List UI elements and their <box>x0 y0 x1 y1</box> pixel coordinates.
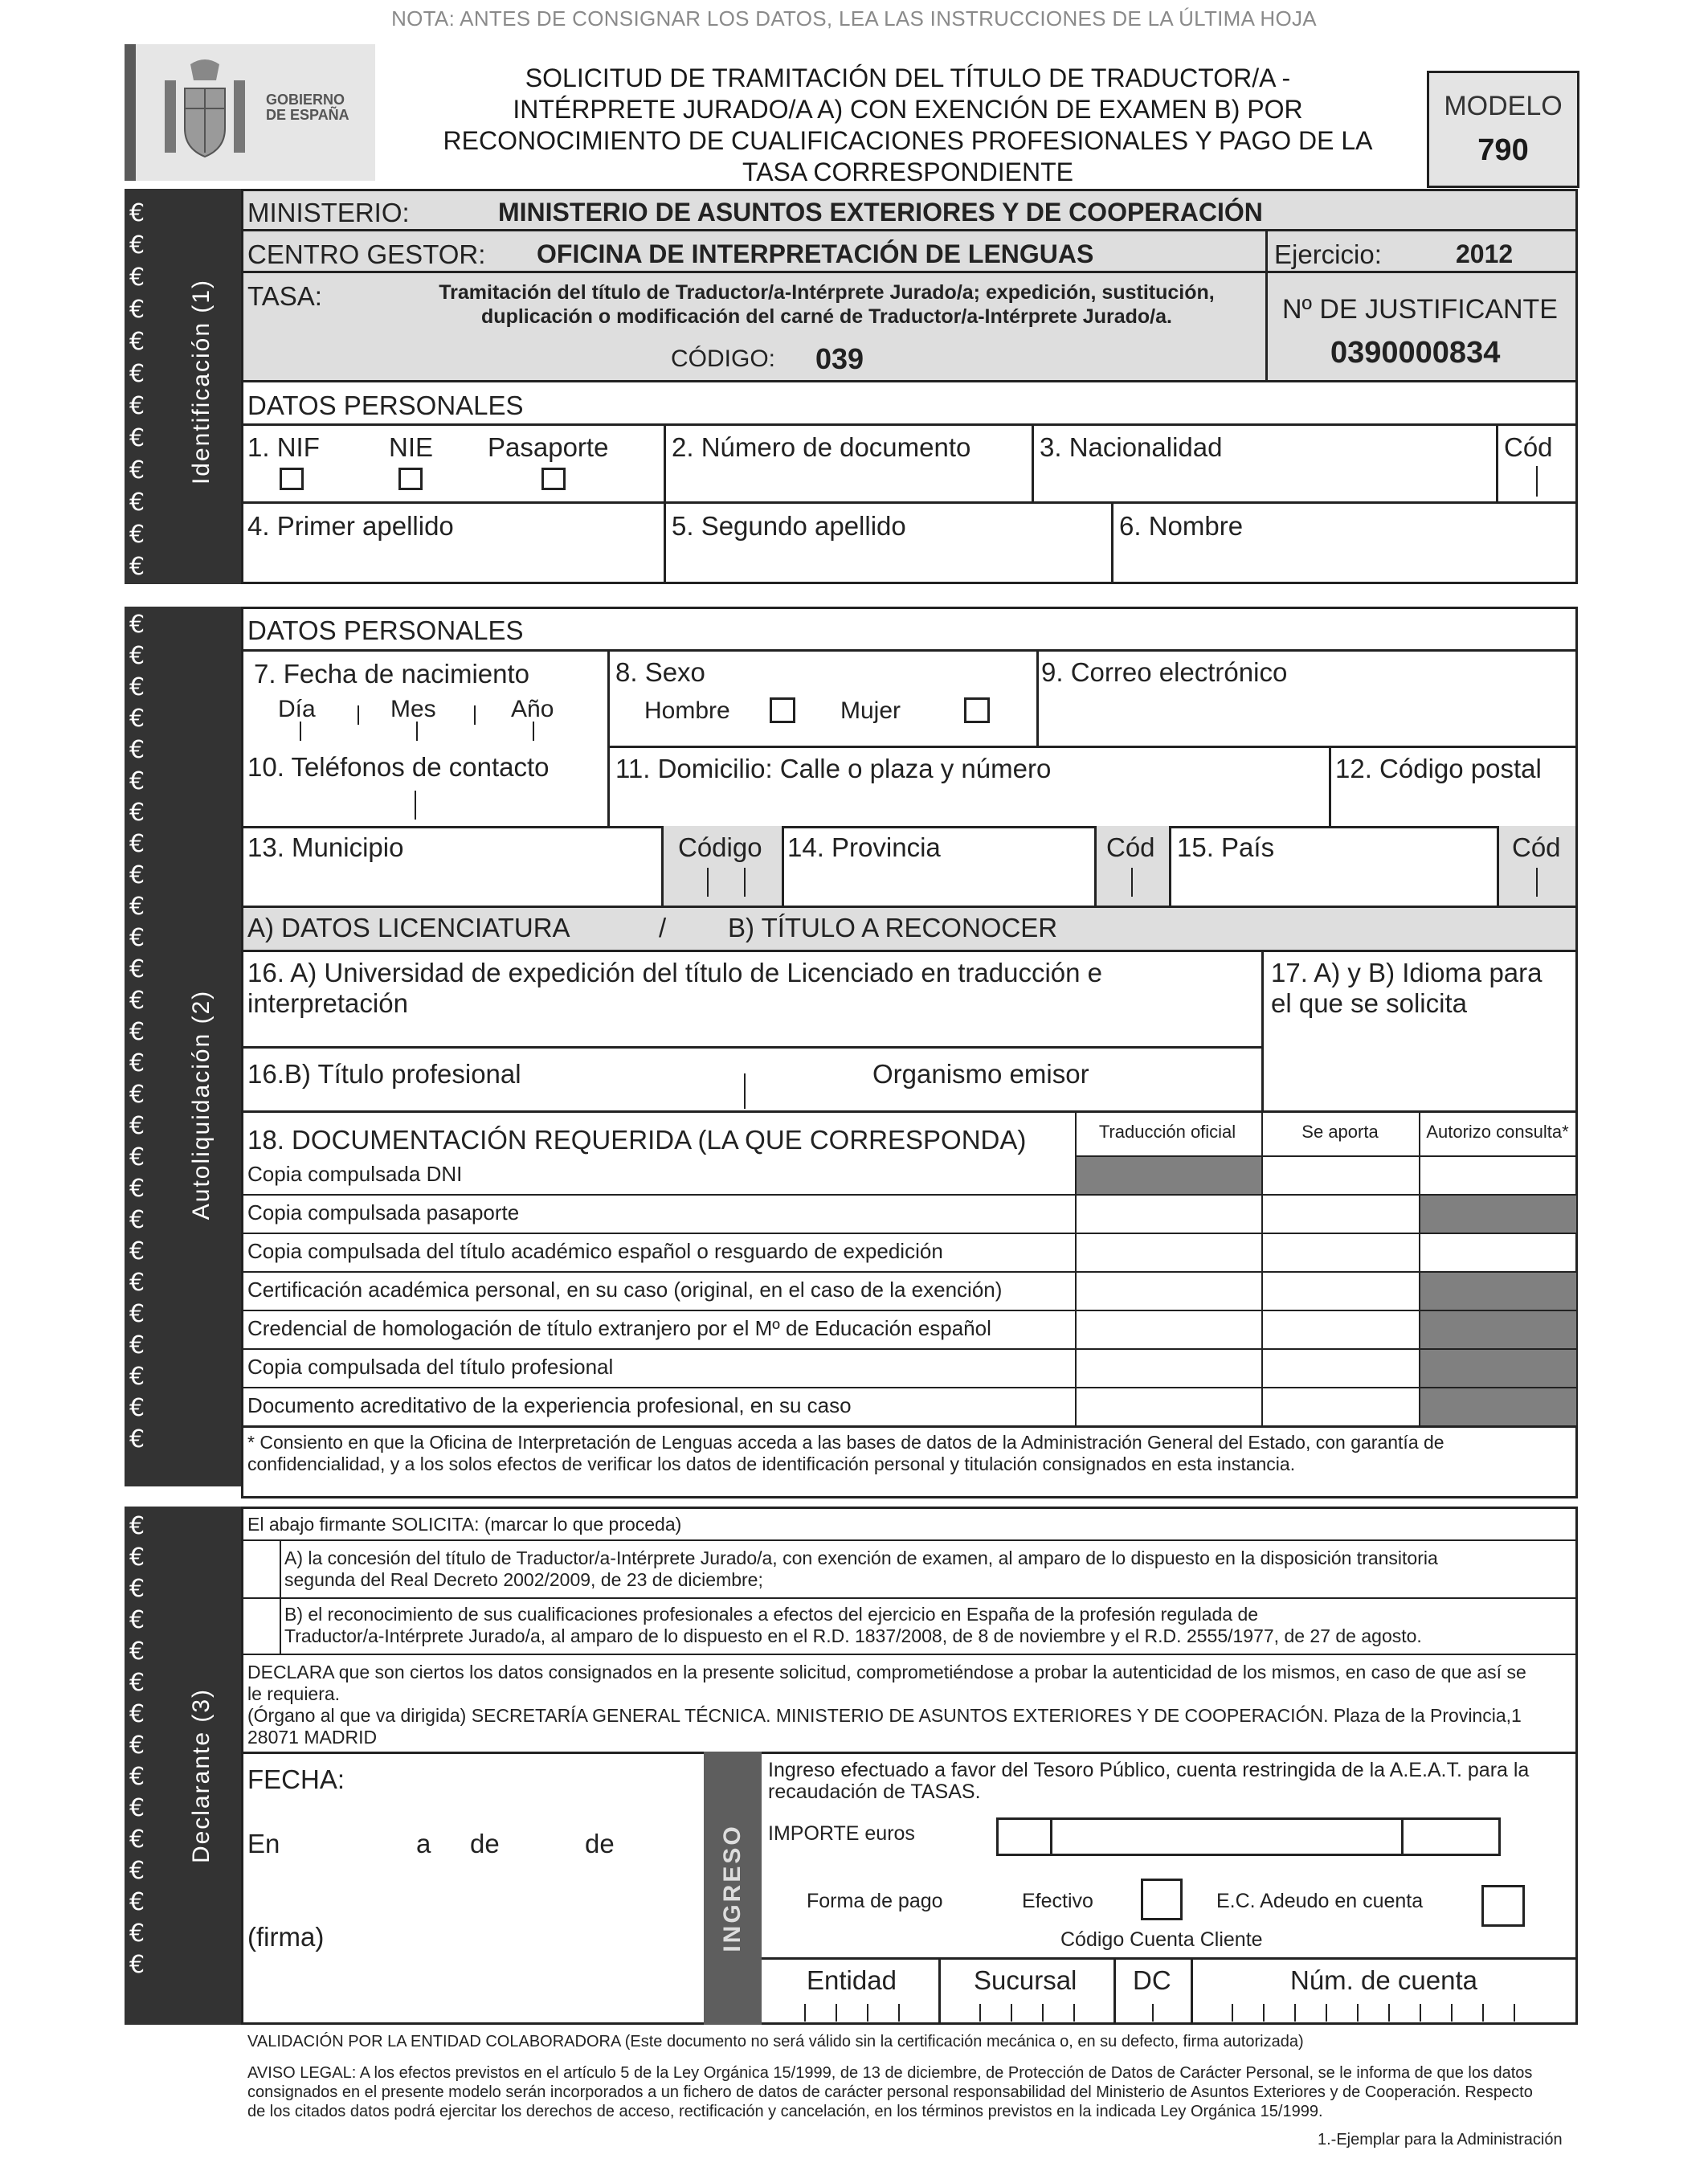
field-6-nombre[interactable]: 6. Nombre <box>1119 511 1244 541</box>
field-13-municipio[interactable]: 13. Municipio <box>247 832 404 862</box>
provincia-cod-label: Cód <box>1106 832 1155 862</box>
centro-gestor-label: CENTRO GESTOR: <box>247 239 486 269</box>
field-7-fecha-nacimiento[interactable]: 7. Fecha de nacimiento <box>254 659 530 689</box>
fecha-en[interactable]: En <box>247 1829 280 1858</box>
anio-label: Año <box>511 696 554 722</box>
euro-mark: € <box>129 424 145 452</box>
ejemplar-label: 1.-Ejemplar para la Administración <box>1318 2131 1563 2149</box>
euro-mark: € <box>129 1543 145 1572</box>
euro-mark: € <box>129 799 145 827</box>
euro-mark: € <box>129 1300 145 1328</box>
dc-label[interactable]: DC <box>1133 1965 1171 1995</box>
euro-mark: € <box>129 1175 145 1203</box>
euro-mark: € <box>129 924 145 952</box>
field-3-nacionalidad[interactable]: 3. Nacionalidad <box>1040 432 1223 462</box>
firma-label[interactable]: (firma) <box>247 1922 325 1952</box>
mes-label: Mes <box>390 696 436 722</box>
field-17-idioma-2: el que se solicita <box>1271 988 1467 1018</box>
euro-mark: € <box>129 264 145 292</box>
doc-row-1: Copia compulsada DNI <box>247 1162 463 1186</box>
field-1-nif: 1. NIF <box>247 432 320 462</box>
section-3-label: Declarante (3) <box>188 1687 215 1864</box>
titulo-reconocer-heading: B) TÍTULO A RECONOCER <box>728 913 1058 942</box>
datos-licenciatura-heading: A) DATOS LICENCIATURA <box>247 913 570 942</box>
heading-separator: / <box>659 913 667 942</box>
euro-mark: € <box>129 1920 145 1948</box>
euro-mark: € <box>129 830 145 858</box>
euro-mark: € <box>129 1394 145 1422</box>
ingreso-line-2: recaudación de TASAS. <box>768 1781 981 1803</box>
shaded-cell <box>1419 1194 1576 1233</box>
doc-row-7: Documento acreditativo de la experiencia profesional, en su caso <box>247 1393 852 1417</box>
ejercicio-label: Ejercicio: <box>1274 239 1382 269</box>
euro-mark: € <box>129 296 145 324</box>
field-2-numero-documento[interactable]: 2. Número de documento <box>672 432 971 462</box>
adeudo-label: E.C. Adeudo en cuenta <box>1216 1890 1424 1912</box>
datos-personales-heading-2: DATOS PERSONALES <box>247 615 524 645</box>
euro-mark: € <box>129 328 145 356</box>
aviso-line-1: AVISO LEGAL: A los efectos previstos en el artículo 5 de la Ley Orgánica 15/1999, de 13 de diciembre, de Protección de Datos de Carácter Personal, se le informa de que los datos <box>247 2064 1533 2082</box>
importe-cell-2[interactable] <box>1050 1817 1404 1856</box>
section-2-label: Autoliquidación (2) <box>188 989 215 1220</box>
validacion-text: VALIDACIÓN POR LA ENTIDAD COLABORADORA (Este documento no será válido sin la certificación mecánica o, en su defecto, firma autorizada) <box>247 2033 1304 2050</box>
nie-option-label: NIE <box>389 432 434 462</box>
title-line-4: TASA CORRESPONDIENTE <box>742 157 1073 186</box>
option-a-text[interactable] <box>284 1548 1438 1591</box>
euro-mark: € <box>129 360 145 388</box>
section-2-sidebar <box>125 607 242 1486</box>
option-a-line-1: A) la concesión del título de Traductor/a-Intérprete Jurado/a, con exención de examen, al amparo de lo dispuesto en la disposición transitoria <box>284 1548 1438 1568</box>
fecha-label: FECHA: <box>247 1764 345 1794</box>
option-a-line-2: segunda del Real Decreto 2002/2009, de 23 de diciembre; <box>284 1569 763 1590</box>
euro-mark: € <box>129 1363 145 1391</box>
nif-checkbox[interactable] <box>280 468 304 490</box>
col-se-aporta: Se aporta <box>1301 1122 1379 1142</box>
num-cuenta-label[interactable]: Núm. de cuenta <box>1290 1965 1477 1995</box>
efectivo-label: Efectivo <box>1022 1890 1093 1912</box>
forma-pago-label: Forma de pago <box>807 1890 943 1912</box>
ccc-label: Código Cuenta Cliente <box>1060 1928 1263 1951</box>
col-autorizo-consulta: Autorizo consulta* <box>1426 1122 1569 1142</box>
modelo-number: 790 <box>1477 133 1529 167</box>
organo-line-1: (Órgano al que va dirigida) SECRETARÍA GENERAL TÉCNICA. MINISTERIO DE ASUNTOS EXTERIORES Y DE COOPERACIÓN. Plaza de la Provincia,1 <box>247 1705 1522 1726</box>
euro-mark: € <box>129 673 145 701</box>
tasa-description-1: Tramitación del título de Traductor/a-Intérprete Jurado/a; expedición, sustitución, <box>439 281 1215 304</box>
consent-text <box>247 1432 1444 1475</box>
euro-mark: € <box>129 521 145 549</box>
euro-mark: € <box>129 1018 145 1046</box>
municipio-codigo-label: Código <box>678 832 762 862</box>
field-4-primer-apellido[interactable]: 4. Primer apellido <box>247 511 454 541</box>
sucursal-label[interactable]: Sucursal <box>974 1965 1077 1995</box>
euro-mark: € <box>129 893 145 921</box>
euro-mark: € <box>129 705 145 733</box>
euro-mark: € <box>129 1857 145 1885</box>
section-1-label: Identificación (1) <box>188 278 215 485</box>
importe-cell-1[interactable] <box>996 1817 1052 1856</box>
euro-mark: € <box>129 1888 145 1916</box>
title-line-2: INTÉRPRETE JURADO/A A) CON EXENCIÓN DE EXAMEN B) POR <box>513 95 1303 124</box>
organismo-emisor[interactable]: Organismo emisor <box>872 1059 1089 1089</box>
field-16a-universidad-1[interactable]: 16. A) Universidad de expedición del título de Licenciado en traducción e <box>247 958 1103 987</box>
euro-mark: € <box>129 642 145 670</box>
doc-row-5: Credencial de homologación de título extranjero por el Mº de Educación español <box>247 1316 991 1340</box>
dia-label: Día <box>278 696 316 722</box>
mujer-label: Mujer <box>840 697 901 724</box>
title-line-1: SOLICITUD DE TRAMITACIÓN DEL TÍTULO DE TRADUCTOR/A - <box>525 63 1291 92</box>
government-logo <box>125 44 375 181</box>
importe-cell-3[interactable] <box>1401 1817 1501 1856</box>
centro-gestor-value: OFICINA DE INTERPRETACIÓN DE LENGUAS <box>537 239 1094 268</box>
euro-mark: € <box>129 955 145 983</box>
field-11-domicilio[interactable]: 11. Domicilio: Calle o plaza y número <box>615 754 1052 783</box>
modelo-label: MODELO <box>1444 91 1563 121</box>
field-14-provincia[interactable]: 14. Provincia <box>787 832 941 862</box>
field-18-documentacion: 18. DOCUMENTACIÓN REQUERIDA (LA QUE CORRESPONDA) <box>247 1125 1027 1155</box>
fecha-de-1: de <box>470 1829 500 1858</box>
euro-mark: € <box>129 1512 145 1540</box>
solicita-heading: El abajo firmante SOLICITA: (marcar lo que proceda) <box>247 1514 682 1535</box>
mujer-checkbox[interactable] <box>964 697 990 723</box>
aviso-legal <box>247 2063 1533 2121</box>
euro-mark: € <box>129 1237 145 1265</box>
justificante-label: Nº DE JUSTIFICANTE <box>1282 294 1558 325</box>
instructions-note: NOTA: ANTES DE CONSIGNAR LOS DATOS, LEA LAS INSTRUCCIONES DE LA ÚLTIMA HOJA <box>391 6 1317 31</box>
euro-mark: € <box>129 736 145 764</box>
pais-cod-label: Cód <box>1512 832 1561 862</box>
field-17-idioma-1[interactable]: 17. A) y B) Idioma para <box>1271 958 1543 987</box>
section-1-sidebar <box>125 189 242 584</box>
tasa-description-2: duplicación o modificación del carné de Traductor/a-Intérprete Jurado/a. <box>481 305 1172 328</box>
field-16b-titulo-profesional[interactable]: 16.B) Título profesional <box>247 1059 521 1089</box>
euro-mark: € <box>129 1669 145 1697</box>
field-8-sexo: 8. Sexo <box>615 657 705 687</box>
option-b-line-1: B) el reconocimiento de sus cualificaciones profesionales a efectos del ejercicio en España de la profesión regulada de <box>284 1604 1259 1625</box>
euro-mark: € <box>129 489 145 517</box>
field-12-codigo-postal[interactable]: 12. Código postal <box>1335 754 1542 783</box>
section-3-sidebar <box>125 1507 242 2025</box>
entidad-label[interactable]: Entidad <box>807 1965 897 1995</box>
doc-row-6: Copia compulsada del título profesional <box>247 1355 614 1379</box>
shaded-cell <box>1075 1155 1261 1194</box>
col-traduccion-oficial: Traducción oficial <box>1098 1122 1236 1142</box>
logo-stripe <box>125 44 136 181</box>
fecha-a: a <box>416 1829 431 1858</box>
consent-line-2: confidencialidad, y a los solos efectos de verificar los datos de identificación personal y titulación consignados en esta instancia. <box>247 1453 1296 1474</box>
euro-mark: € <box>129 1826 145 1854</box>
title-line-3: RECONOCIMIENTO DE CUALIFICACIONES PROFESIONALES Y PAGO DE LA <box>443 126 1373 155</box>
euro-mark: € <box>129 1951 145 1979</box>
euro-mark: € <box>129 861 145 889</box>
euro-mark: € <box>129 1112 145 1140</box>
field-5-segundo-apellido[interactable]: 5. Segundo apellido <box>672 511 906 541</box>
doc-row-4: Certificación académica personal, en su caso (original, en el caso de la exención) <box>247 1278 1003 1302</box>
nie-checkbox[interactable] <box>398 468 423 490</box>
justificante-number: 0390000834 <box>1330 336 1501 370</box>
organo-line-2: 28071 MADRID <box>247 1727 378 1748</box>
importe-label: IMPORTE euros <box>768 1822 915 1845</box>
pasaporte-option-label: Pasaporte <box>488 432 609 462</box>
euro-mark: € <box>129 1637 145 1666</box>
euro-mark: € <box>129 1700 145 1728</box>
euro-mark: € <box>129 1794 145 1822</box>
pasaporte-checkbox[interactable] <box>541 468 566 490</box>
aviso-line-3: de los citados datos podrá ejercitar los derechos de acceso, rectificación y cancelación, en los términos previstos en la indicada Ley Orgánica 15/1999. <box>247 2103 1323 2120</box>
logo-line-2: DE ESPAÑA <box>266 107 349 123</box>
euro-mark: € <box>129 1763 145 1791</box>
nacionalidad-cod-label: Cód <box>1504 432 1553 462</box>
doc-row-3: Copia compulsada del título académico español o resguardo de expedición <box>247 1239 943 1263</box>
option-b-line-2: Traductor/a-Intérprete Jurado/a, al amparo de lo dispuesto en el R.D. 1837/2008, de 8 de noviembre y el R.D. 2555/1977, de 27 de agosto. <box>284 1625 1422 1646</box>
fecha-de-2: de <box>585 1829 615 1858</box>
tasa-label: TASA: <box>247 281 322 311</box>
euro-mark: € <box>129 1049 145 1077</box>
coat-of-arms-icon <box>157 56 253 169</box>
logo-text <box>266 92 349 123</box>
ejercicio-value: 2012 <box>1456 239 1514 268</box>
efectivo-checkbox[interactable] <box>1141 1879 1183 1920</box>
aviso-line-2: consignados en el presente modelo serán incorporados a un fichero de datos de carácter personal responsabilidad del Ministerio de Asuntos Exteriores y de Cooperación. Respecto <box>247 2083 1533 2101</box>
euro-mark: € <box>129 199 145 227</box>
euro-mark: € <box>129 392 145 420</box>
form-title <box>386 63 1430 188</box>
ministerio-value: MINISTERIO DE ASUNTOS EXTERIORES Y DE COOPERACIÓN <box>498 198 1263 227</box>
doc-row-2: Copia compulsada pasaporte <box>247 1200 520 1225</box>
ingreso-line-1: Ingreso efectuado a favor del Tesoro Público, cuenta restringida de la A.E.A.T. para la <box>768 1759 1530 1781</box>
euro-mark: € <box>129 1606 145 1634</box>
ingreso-tag-text: INGRESO <box>719 1824 746 1952</box>
euro-mark: € <box>129 1206 145 1234</box>
euro-mark: € <box>129 1425 145 1453</box>
declara-text <box>247 1662 1526 1748</box>
euro-mark: € <box>129 987 145 1015</box>
modelo-box <box>1427 71 1579 188</box>
codigo-value: 039 <box>815 342 864 375</box>
adeudo-checkbox[interactable] <box>1481 1885 1525 1927</box>
consent-line-1: * Consiento en que la Oficina de Interpretación de Lenguas acceda a las bases de datos de la Administración General del Estado, con garantía de <box>247 1432 1444 1453</box>
field-16a-universidad-2: interpretación <box>247 988 408 1018</box>
euro-mark: € <box>129 231 145 260</box>
logo-line-1: GOBIERNO <box>266 92 345 108</box>
euro-mark: € <box>129 553 145 581</box>
codigo-label: CÓDIGO: <box>671 345 776 372</box>
field-15-pais[interactable]: 15. País <box>1177 832 1275 862</box>
ministerio-label: MINISTERIO: <box>247 198 410 227</box>
declara-line-2: le requiera. <box>247 1683 341 1704</box>
euro-mark: € <box>129 1143 145 1171</box>
euro-mark: € <box>129 1269 145 1297</box>
declara-line-1: DECLARA que son ciertos los datos consignados en la presente solicitud, comprometiéndose a probar la autenticidad de los mismos, en caso de que así se <box>247 1662 1526 1682</box>
hombre-checkbox[interactable] <box>770 697 795 723</box>
euro-mark: € <box>129 1731 145 1760</box>
euro-mark: € <box>129 1081 145 1109</box>
option-b-text[interactable] <box>284 1604 1422 1647</box>
euro-mark: € <box>129 611 145 639</box>
field-10-telefonos[interactable]: 10. Teléfonos de contacto <box>247 752 550 782</box>
euro-mark: € <box>129 1575 145 1603</box>
euro-mark: € <box>129 456 145 484</box>
hombre-label: Hombre <box>644 697 730 724</box>
ingreso-text <box>768 1760 1529 1803</box>
ingreso-tag <box>704 1752 762 2025</box>
euro-mark: € <box>129 767 145 795</box>
field-9-correo[interactable]: 9. Correo electrónico <box>1041 657 1288 687</box>
euro-mark: € <box>129 1331 145 1359</box>
datos-personales-heading: DATOS PERSONALES <box>247 390 524 420</box>
